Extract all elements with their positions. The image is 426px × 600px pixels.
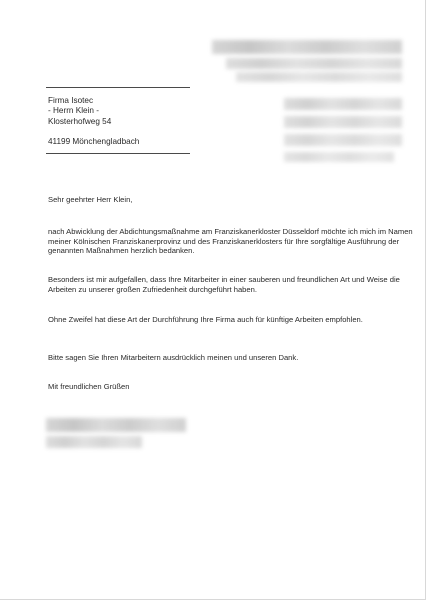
paragraph-thanks: nach Abwicklung der Abdichtungsmaßnahme am Franziskanerkloster Düsseldorf möchte ich mich im Namen meiner Kölnischen Franziskanerprovinz und des Franziskanerklosters für Ihre sorgfältige Ausführung der genannten Maßnahmen herzlich bedanken. <box>48 227 413 256</box>
paragraph-gratitude: Bitte sagen Sie Ihren Mitarbeitern ausdrücklich meinen und unseren Dank. <box>48 353 299 362</box>
recipient-address <box>48 96 139 148</box>
recipient-contact: - Herrn Klein - <box>48 106 99 116</box>
redacted-signature <box>46 436 142 448</box>
address-window-bottom-rule <box>46 153 190 154</box>
paragraph-staff: Besonders ist mir aufgefallen, dass Ihre Mitarbeiter in einer sauberen und freundlichen Art und Weise die Arbeiten zu unserer großen Zufriedenheit durchgeführt haben. <box>48 275 400 294</box>
redacted-signature <box>46 418 186 432</box>
redacted-letterhead <box>236 72 402 82</box>
redacted-sender-details <box>284 98 402 110</box>
redacted-sender-details <box>284 116 402 128</box>
address-window-top-rule <box>46 87 190 88</box>
redacted-sender-details <box>284 152 394 162</box>
redacted-letterhead <box>212 40 402 54</box>
paragraph-recommendation: Ohne Zweifel hat diese Art der Durchführung Ihre Firma auch für künftige Arbeiten empfohlen. <box>48 315 363 324</box>
recipient-city: 41199 Mönchengladbach <box>48 137 140 147</box>
closing: Mit freundlichen Grüßen <box>48 382 130 391</box>
redacted-letterhead <box>226 58 402 69</box>
redacted-sender-details <box>284 134 402 146</box>
recipient-street: Klosterhofweg 54 <box>48 116 112 126</box>
salutation: Sehr geehrter Herr Klein, <box>48 195 133 204</box>
recipient-company: Firma Isotec <box>48 96 94 105</box>
